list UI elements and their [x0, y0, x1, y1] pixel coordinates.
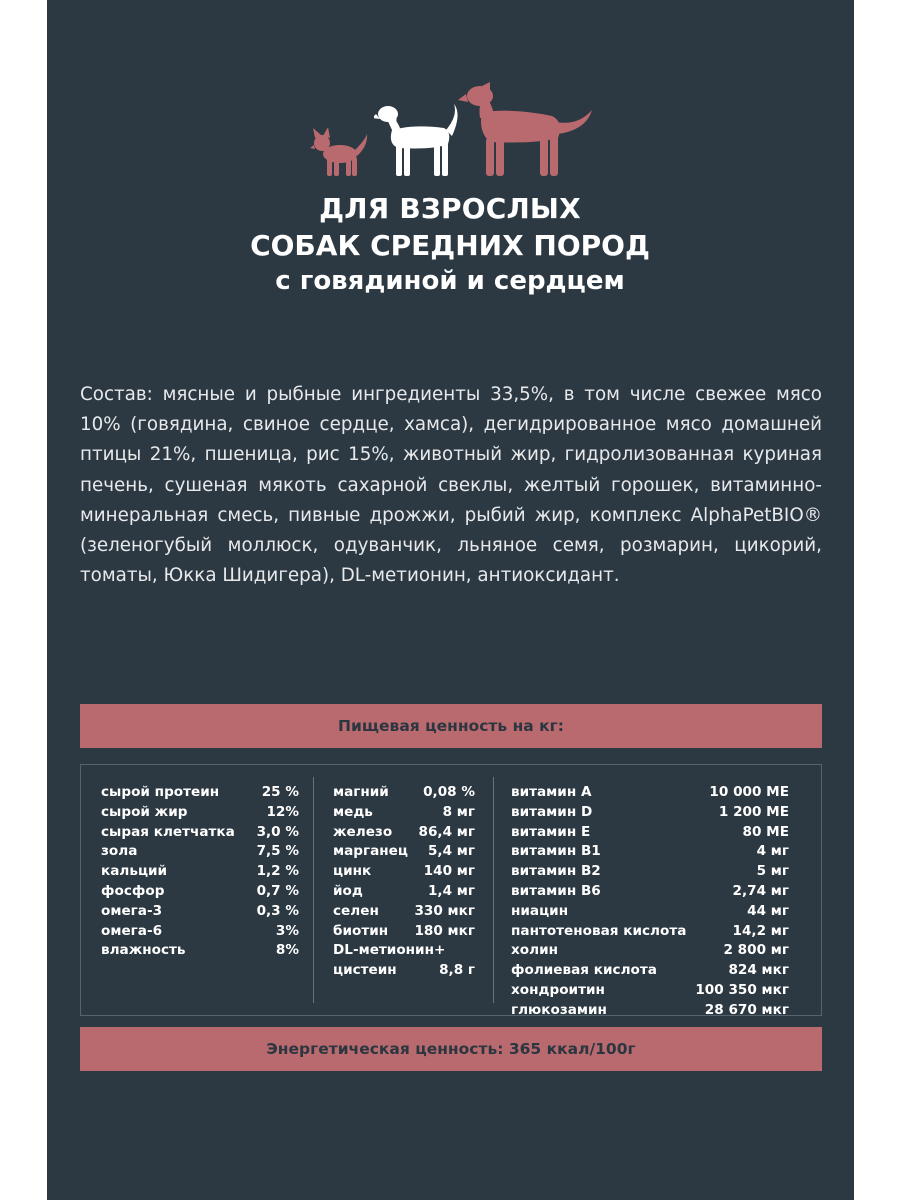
title-line-2: СОБАК СРЕДНИХ ПОРОД [250, 229, 650, 262]
title-line-1: ДЛЯ ВЗРОСЛЫХ [319, 192, 581, 225]
energy-value-band: Энергетическая ценность: 365 ккал/100г [80, 1027, 822, 1071]
nutrient-row: омега-3 0,3 % [101, 902, 299, 919]
column-divider [313, 777, 314, 1003]
nutrient-row: DL-метионин+ [333, 942, 446, 959]
nutrition-column-2 [333, 783, 475, 981]
nutrient-row: витамин В2 5 мг [511, 863, 789, 880]
nutrient-row: фосфор 0,7 % [101, 882, 299, 899]
nutrient-row: селен 330 мкг [333, 902, 475, 919]
column-divider [493, 777, 494, 1003]
nutrient-row: йод 1,4 мг [333, 882, 475, 899]
nutrition-column-1 [101, 783, 299, 961]
nutrition-column-3 [511, 783, 789, 1021]
large-dog-icon [456, 82, 592, 176]
nutrient-row: фолиевая кислота 824 мкг [511, 962, 789, 979]
nutrient-row: глюкозамин 28 670 мкг [511, 1001, 789, 1018]
nutrient-row: биотин 180 мкг [333, 922, 475, 939]
nutrient-row: ниацин 44 мг [511, 902, 789, 919]
nutrient-row: витамин В1 4 мг [511, 843, 789, 860]
dog-sizes-illustration [310, 78, 592, 176]
nutrient-row: зола 7,5 % [101, 843, 299, 860]
nutrient-row: магний 0,08 % [333, 784, 475, 800]
medium-dog-icon [374, 104, 462, 176]
composition-text: Состав: мясные и рыбные ингредиенты 33,5%, в том числе свежее мясо 10% (говядина, свиное сердце, хамса), дегидрированное мясо домашней птицы 21%, пшеница, рис 15%, животный жир, гидролизованная куриная печень, сушеная мякоть сахарной свеклы, желтый горошек, витаминно-минеральная смесь, пивные дрожжи, рыбий жир, комплекс AlphaPetBIO® (зеленогубый моллюск, одуванчик, льняное семя, розмарин, цикорий, томаты, Юкка Шидигера), DL-метионин, антиоксидант. [80, 384, 822, 587]
nutrient-row: омега-6 3% [101, 922, 299, 939]
nutrient-row: кальций 1,2 % [101, 863, 299, 880]
nutrient-row: витамин А 10 000 МЕ [511, 784, 789, 800]
nutrient-row: медь 8 мг [333, 803, 475, 820]
nutrient-row: витамин В6 2,74 мг [511, 882, 789, 899]
nutrient-row: витамин Е 80 МЕ [511, 823, 789, 840]
nutrient-row: витамин D 1 200 МЕ [511, 803, 789, 820]
nutrient-row: цинк 140 мг [333, 863, 475, 880]
nutrient-row: холин 2 800 мг [511, 942, 789, 959]
small-dog-icon [310, 128, 368, 176]
nutrient-row: пантотеновая кислота 14,2 мг [511, 922, 789, 939]
nutrient-row: железо 86,4 мг [333, 823, 475, 840]
nutrient-row: сырой жир 12% [101, 803, 299, 820]
nutrient-row: цистеин 8,8 г [333, 962, 475, 979]
nutrition-header-band: Пищевая ценность на кг: [80, 704, 822, 748]
nutrition-table [80, 764, 822, 1016]
nutrient-row: сырой протеин 25 % [101, 784, 299, 800]
nutrient-row: марганец 5,4 мг [333, 843, 475, 860]
nutrient-row: сырая клетчатка 3,0 % [101, 823, 299, 840]
nutrient-row: хондроитин 100 350 мкг [511, 981, 789, 998]
nutrient-row: влажность 8% [101, 942, 299, 959]
title-subtitle: с говядиной и сердцем [275, 266, 625, 296]
